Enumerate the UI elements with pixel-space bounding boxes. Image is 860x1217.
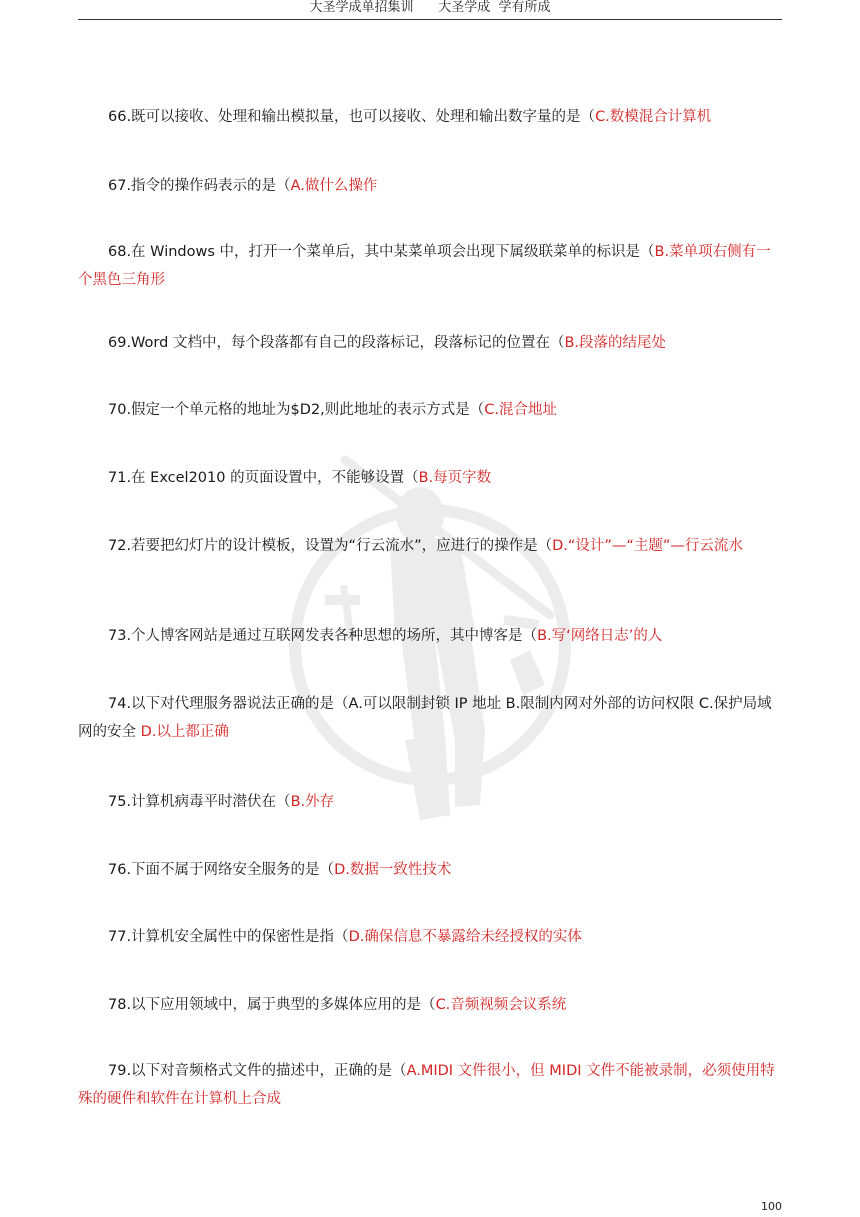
question-text: .在 Windows 中，打开一个菜单后，其中某菜单项会出现下属级联菜单的标识是（ — [126, 244, 655, 260]
question-text: .下面不属于网络安全服务的是（ — [126, 862, 335, 878]
answer-text: C.数模混合计算机 — [595, 109, 712, 125]
question-text: .计算机安全属性中的保密性是指（ — [126, 929, 349, 945]
question-text: .指令的操作码表示的是（ — [126, 178, 291, 194]
question-73 — [78, 622, 784, 650]
question-78 — [78, 991, 784, 1019]
question-number: 74 — [108, 696, 127, 712]
question-67 — [78, 172, 784, 200]
question-70 — [78, 396, 784, 424]
answer-text: B.写‘网络日志’的人 — [537, 628, 663, 644]
question-number: 71 — [108, 470, 127, 486]
question-69 — [78, 329, 784, 357]
question-number: 78 — [108, 997, 127, 1013]
question-68 — [78, 238, 784, 294]
answer-text: B.外存 — [290, 794, 335, 810]
answer-text: B.菜单项右侧有一个黑色三角形 — [78, 244, 771, 288]
question-number: 69 — [108, 335, 127, 351]
question-text: .假定一个单元格的地址为$D2,则此地址的表示方式是（ — [126, 402, 485, 418]
question-text: .在 Excel2010 的页面设置中，不能够设置（ — [126, 470, 419, 486]
question-text: .既可以接收、处理和输出模拟量，也可以接收、处理和输出数字量的是（ — [126, 109, 596, 125]
question-text: .若要把幻灯片的设计模板，设置为“行云流水”，应进行的操作是（ — [126, 538, 553, 554]
question-75 — [78, 788, 784, 816]
answer-text: A.MIDI 文件很小，但 MIDI 文件不能被录制，必须使用特殊的硬件和软件在计算机上合成 — [78, 1063, 775, 1107]
question-number: 68 — [108, 244, 127, 260]
answer-text: D.确保信息不暴露给未经授权的实体 — [348, 929, 582, 945]
question-text: .计算机病毒平时潜伏在（ — [126, 794, 291, 810]
question-number: 67 — [108, 178, 127, 194]
question-number: 76 — [108, 862, 127, 878]
answer-text: A.做什么操作 — [290, 178, 378, 194]
page-header: 大圣学成单招集训 大圣学成 学有所成 — [309, 0, 551, 15]
answer-text: B.每页字数 — [418, 470, 492, 486]
answer-text: D.数据一致性技术 — [334, 862, 452, 878]
question-number: 77 — [108, 929, 127, 945]
question-number: 70 — [108, 402, 127, 418]
question-text: .个人博客网站是通过互联网发表各种思想的场所，其中博客是（ — [126, 628, 538, 644]
question-text: .以下对代理服务器说法正确的是（A.可以限制封锁 IP 地址 B.限制内网对外部的访问权限 C.保护局域网的安全 — [78, 696, 772, 740]
question-71 — [78, 464, 784, 492]
answer-text: B.段落的结尾处 — [564, 335, 667, 351]
answer-text: C.音频视频会议系统 — [435, 997, 567, 1013]
question-text: .Word 文档中，每个段落都有自己的段落标记，段落标记的位置在（ — [126, 335, 565, 351]
question-77 — [78, 923, 784, 951]
question-72 — [78, 532, 784, 560]
question-79 — [78, 1057, 784, 1113]
question-74 — [78, 690, 784, 746]
question-number: 72 — [108, 538, 127, 554]
answer-text: D.“设计”—“主题”—行云流水 — [552, 538, 743, 554]
question-66 — [78, 103, 784, 131]
question-text: .以下应用领域中，属于典型的多媒体应用的是（ — [126, 997, 436, 1013]
answer-text: C.混合地址 — [484, 402, 558, 418]
question-number: 75 — [108, 794, 127, 810]
question-text: .以下对音频格式文件的描述中，正确的是（ — [126, 1063, 407, 1079]
question-76 — [78, 856, 784, 884]
question-number: 79 — [108, 1063, 127, 1079]
answer-text: D.以上都正确 — [140, 724, 229, 740]
header-rule — [78, 19, 782, 20]
question-number: 66 — [108, 109, 127, 125]
question-number: 73 — [108, 628, 127, 644]
page-number: 100 — [761, 1200, 782, 1213]
